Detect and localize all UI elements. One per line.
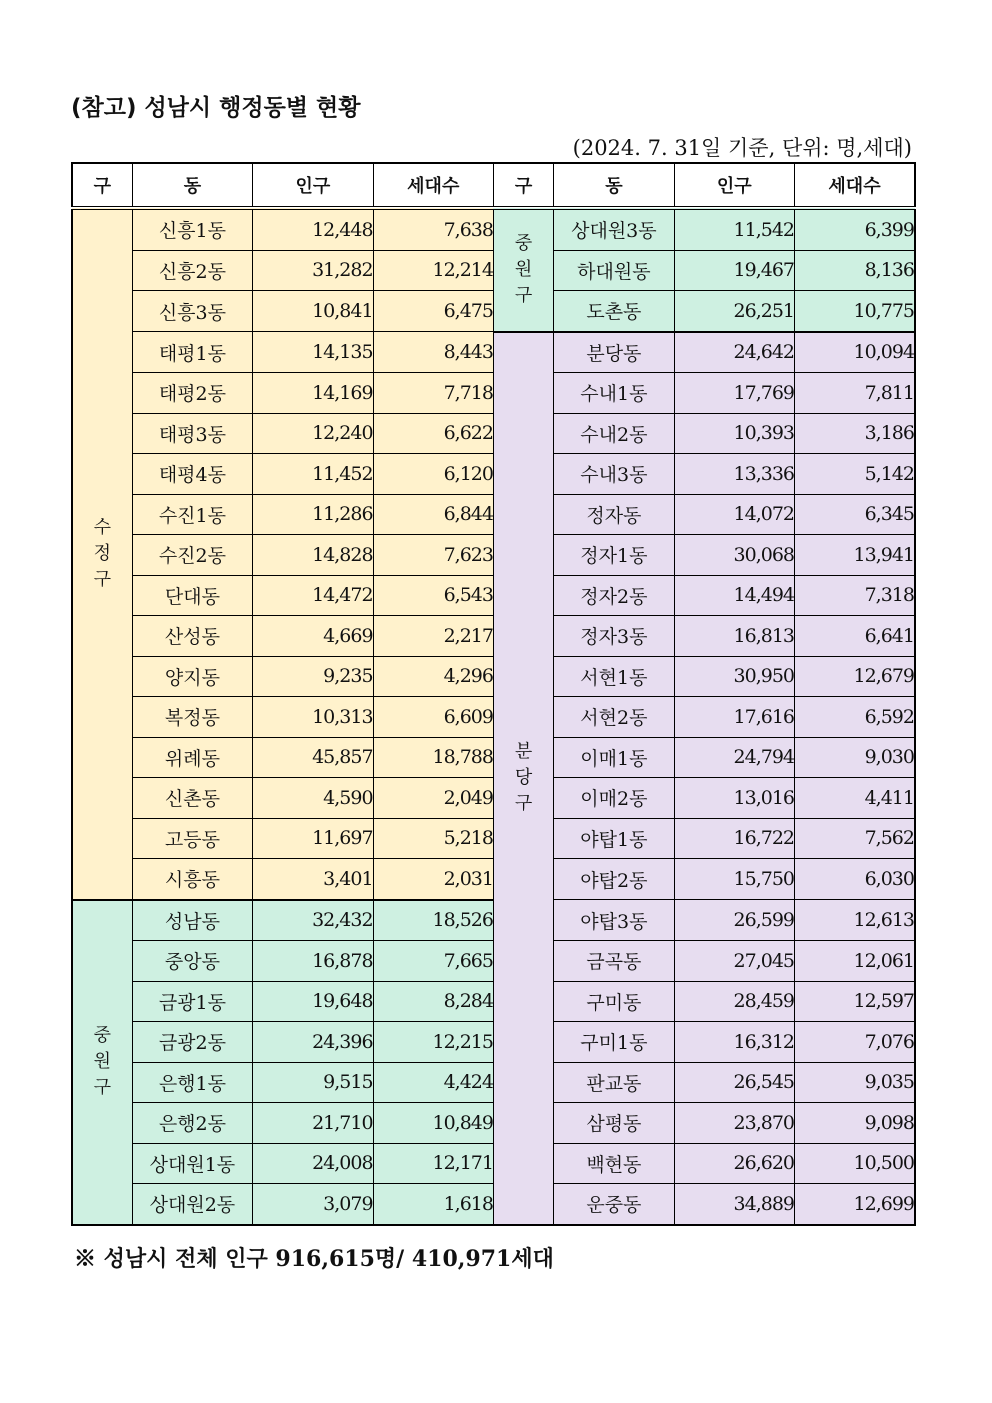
dong-name: 신흥2동 <box>132 250 252 291</box>
header-households-left: 세대수 <box>373 163 493 208</box>
district-char: 구 <box>93 1077 112 1098</box>
dong-name: 삼평동 <box>554 1103 674 1144</box>
population-value: 4,590 <box>253 778 373 819</box>
dong-name: 양지동 <box>132 656 252 697</box>
households-value: 7,318 <box>795 575 915 616</box>
households-value: 12,215 <box>373 1022 493 1063</box>
households-value: 9,098 <box>795 1103 915 1144</box>
dong-name: 정자동 <box>554 494 674 535</box>
dong-name: 상대원3동 <box>554 208 674 250</box>
population-value: 3,401 <box>253 859 373 900</box>
dong-name: 백현동 <box>554 1143 674 1184</box>
dong-name: 금광2동 <box>132 1022 252 1063</box>
population-value: 24,396 <box>253 1022 373 1063</box>
households-value: 7,665 <box>373 941 493 982</box>
district-cell-right <box>493 332 553 1225</box>
population-value: 11,542 <box>674 208 794 250</box>
population-value: 30,950 <box>674 656 794 697</box>
population-value: 19,467 <box>674 250 794 291</box>
population-value: 3,079 <box>253 1184 373 1225</box>
dong-name: 수진2동 <box>132 535 252 576</box>
population-value: 16,813 <box>674 616 794 657</box>
population-value: 16,312 <box>674 1022 794 1063</box>
population-value: 9,235 <box>253 656 373 697</box>
dong-name: 수진1동 <box>132 494 252 535</box>
households-value: 6,399 <box>795 208 915 250</box>
dong-name: 상대원1동 <box>132 1143 252 1184</box>
dong-name: 구미1동 <box>554 1022 674 1063</box>
dong-name: 수내2동 <box>554 413 674 454</box>
dong-name: 은행2동 <box>132 1103 252 1144</box>
population-value: 28,459 <box>674 981 794 1022</box>
district-char: 중 <box>93 1025 112 1046</box>
households-value: 7,076 <box>795 1022 915 1063</box>
dong-name: 금광1동 <box>132 981 252 1022</box>
population-value: 31,282 <box>253 250 373 291</box>
households-value: 6,592 <box>795 697 915 738</box>
population-value: 10,841 <box>253 291 373 332</box>
households-value: 1,618 <box>373 1184 493 1225</box>
dong-name: 이매2동 <box>554 778 674 819</box>
households-value: 12,613 <box>795 900 915 941</box>
dong-name: 단대동 <box>132 575 252 616</box>
district-cell-left <box>72 208 132 900</box>
header-dong-right: 동 <box>554 163 674 208</box>
dong-name: 태평2동 <box>132 373 252 414</box>
population-value: 14,494 <box>674 575 794 616</box>
households-value: 3,186 <box>795 413 915 454</box>
households-value: 8,136 <box>795 250 915 291</box>
dong-name: 수내3동 <box>554 454 674 495</box>
households-value: 6,622 <box>373 413 493 454</box>
population-value: 34,889 <box>674 1184 794 1225</box>
district-char: 중 <box>514 233 533 255</box>
dong-name: 도촌동 <box>554 291 674 332</box>
header-dong-left: 동 <box>132 163 252 208</box>
dong-name: 서현2동 <box>554 697 674 738</box>
population-value: 12,448 <box>253 208 373 250</box>
dong-name: 서현1동 <box>554 656 674 697</box>
households-value: 4,296 <box>373 656 493 697</box>
dong-name: 판교동 <box>554 1062 674 1103</box>
district-char: 분 <box>514 741 533 762</box>
dong-name: 고등동 <box>132 818 252 859</box>
dong-name: 신촌동 <box>132 778 252 819</box>
population-value: 10,313 <box>253 697 373 738</box>
dong-name: 정자2동 <box>554 575 674 616</box>
households-value: 9,035 <box>795 1062 915 1103</box>
header-population-left: 인구 <box>253 163 373 208</box>
district-cell-left <box>72 900 132 1225</box>
households-value: 18,526 <box>373 900 493 941</box>
households-value: 12,597 <box>795 981 915 1022</box>
population-value: 14,135 <box>253 332 373 373</box>
households-value: 10,094 <box>795 332 915 373</box>
population-value: 24,642 <box>674 332 794 373</box>
district-cell-right <box>493 208 553 332</box>
population-value: 13,016 <box>674 778 794 819</box>
dong-name: 복정동 <box>132 697 252 738</box>
population-value: 10,393 <box>674 413 794 454</box>
households-value: 2,217 <box>373 616 493 657</box>
households-value: 9,030 <box>795 737 915 778</box>
dong-name: 신흥1동 <box>132 208 252 250</box>
dong-name: 산성동 <box>132 616 252 657</box>
reference-date-unit: (2024. 7. 31일 기준, 단위: 명,세대) <box>572 136 912 160</box>
table-row <box>72 208 915 250</box>
population-value: 26,545 <box>674 1062 794 1103</box>
header-population-right: 인구 <box>674 163 794 208</box>
households-value: 6,475 <box>373 291 493 332</box>
households-value: 12,679 <box>795 656 915 697</box>
households-value: 6,030 <box>795 859 915 900</box>
households-value: 18,788 <box>373 737 493 778</box>
households-value: 8,284 <box>373 981 493 1022</box>
population-value: 30,068 <box>674 535 794 576</box>
population-value: 17,769 <box>674 373 794 414</box>
population-value: 15,750 <box>674 859 794 900</box>
population-value: 16,878 <box>253 941 373 982</box>
households-value: 5,142 <box>795 454 915 495</box>
dong-name: 금곡동 <box>554 941 674 982</box>
population-value: 17,616 <box>674 697 794 738</box>
population-value: 16,722 <box>674 818 794 859</box>
dong-name: 상대원2동 <box>132 1184 252 1225</box>
population-value: 19,648 <box>253 981 373 1022</box>
dong-name: 태평1동 <box>132 332 252 373</box>
households-value: 6,120 <box>373 454 493 495</box>
district-char: 구 <box>514 793 533 814</box>
population-value: 24,794 <box>674 737 794 778</box>
population-table <box>71 162 916 1226</box>
dong-name: 위례동 <box>132 737 252 778</box>
dong-name: 하대원동 <box>554 250 674 291</box>
households-value: 7,811 <box>795 373 915 414</box>
header-gu-left: 구 <box>72 163 132 208</box>
total-footnote: ※ 성남시 전체 인구 916,615명/ 410,971세대 <box>74 1246 554 1272</box>
dong-name: 신흥3동 <box>132 291 252 332</box>
dong-name: 구미동 <box>554 981 674 1022</box>
population-value: 26,251 <box>674 291 794 332</box>
population-value: 11,286 <box>253 494 373 535</box>
district-char: 정 <box>93 543 112 565</box>
header-gu-right: 구 <box>493 163 553 208</box>
households-value: 6,609 <box>373 697 493 738</box>
dong-name: 중앙동 <box>132 941 252 982</box>
dong-name: 정자3동 <box>554 616 674 657</box>
households-value: 8,443 <box>373 332 493 373</box>
dong-name: 성남동 <box>132 900 252 941</box>
households-value: 12,699 <box>795 1184 915 1225</box>
population-value: 21,710 <box>253 1103 373 1144</box>
households-value: 6,345 <box>795 494 915 535</box>
households-value: 5,218 <box>373 818 493 859</box>
population-value: 12,240 <box>253 413 373 454</box>
population-value: 14,828 <box>253 535 373 576</box>
table-header-row <box>72 163 915 208</box>
dong-name: 야탑3동 <box>554 900 674 941</box>
households-value: 10,500 <box>795 1143 915 1184</box>
population-value: 14,472 <box>253 575 373 616</box>
households-value: 12,171 <box>373 1143 493 1184</box>
households-value: 10,775 <box>795 291 915 332</box>
dong-name: 야탑1동 <box>554 818 674 859</box>
households-value: 7,562 <box>795 818 915 859</box>
page-title: (참고) 성남시 행정동별 현황 <box>71 95 361 121</box>
households-value: 7,718 <box>373 373 493 414</box>
district-char: 당 <box>514 767 533 788</box>
dong-name: 정자1동 <box>554 535 674 576</box>
district-char: 수 <box>93 517 112 539</box>
households-value: 7,623 <box>373 535 493 576</box>
dong-name: 분당동 <box>554 332 674 373</box>
population-value: 11,452 <box>253 454 373 495</box>
households-value: 6,543 <box>373 575 493 616</box>
dong-name: 시흥동 <box>132 859 252 900</box>
dong-name: 야탑2동 <box>554 859 674 900</box>
district-char: 구 <box>93 569 112 591</box>
district-char: 구 <box>514 285 533 307</box>
population-value: 27,045 <box>674 941 794 982</box>
households-value: 7,638 <box>373 208 493 250</box>
dong-name: 이매1동 <box>554 737 674 778</box>
households-value: 4,424 <box>373 1062 493 1103</box>
households-value: 13,941 <box>795 535 915 576</box>
population-value: 23,870 <box>674 1103 794 1144</box>
population-value: 45,857 <box>253 737 373 778</box>
population-value: 9,515 <box>253 1062 373 1103</box>
district-char: 원 <box>514 259 533 281</box>
population-value: 24,008 <box>253 1143 373 1184</box>
households-value: 2,049 <box>373 778 493 819</box>
households-value: 6,641 <box>795 616 915 657</box>
dong-name: 태평4동 <box>132 454 252 495</box>
households-value: 2,031 <box>373 859 493 900</box>
table-body <box>72 208 915 1225</box>
population-value: 11,697 <box>253 818 373 859</box>
population-value: 32,432 <box>253 900 373 941</box>
population-value: 14,072 <box>674 494 794 535</box>
dong-name: 수내1동 <box>554 373 674 414</box>
district-char: 원 <box>93 1051 112 1072</box>
header-households-right: 세대수 <box>795 163 915 208</box>
households-value: 12,061 <box>795 941 915 982</box>
dong-name: 태평3동 <box>132 413 252 454</box>
population-value: 26,599 <box>674 900 794 941</box>
table-row <box>72 332 915 373</box>
households-value: 10,849 <box>373 1103 493 1144</box>
population-value: 26,620 <box>674 1143 794 1184</box>
dong-name: 운중동 <box>554 1184 674 1225</box>
population-value: 13,336 <box>674 454 794 495</box>
households-value: 4,411 <box>795 778 915 819</box>
population-value: 14,169 <box>253 373 373 414</box>
dong-name: 은행1동 <box>132 1062 252 1103</box>
population-value: 4,669 <box>253 616 373 657</box>
households-value: 12,214 <box>373 250 493 291</box>
households-value: 6,844 <box>373 494 493 535</box>
